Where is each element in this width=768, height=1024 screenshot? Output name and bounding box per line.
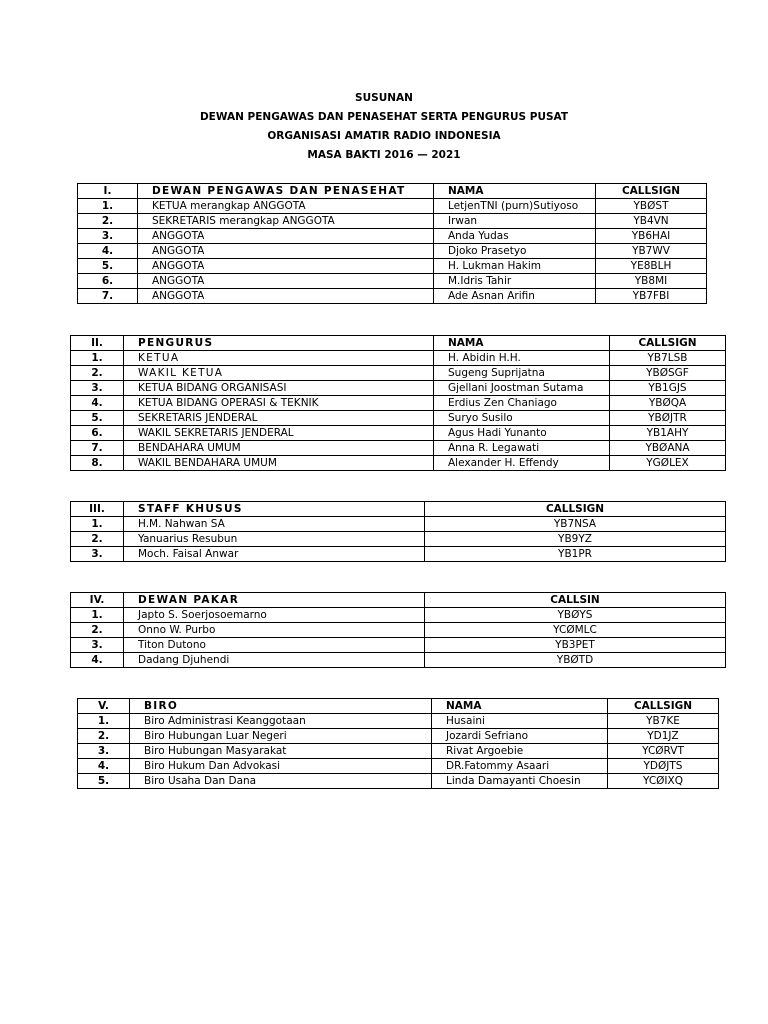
table-row bbox=[71, 653, 726, 668]
row-name: Rivat Argoebie bbox=[432, 744, 608, 759]
table-dewan-pengawas bbox=[77, 183, 707, 304]
section-title: PENGURUS bbox=[124, 336, 434, 351]
table-row bbox=[71, 426, 726, 441]
table-row bbox=[71, 396, 726, 411]
column-header-callsign: CALLSIGN bbox=[610, 336, 726, 351]
table-pengurus bbox=[70, 335, 726, 471]
row-callsign: YBØST bbox=[596, 199, 707, 214]
row-callsign: YB7FBI bbox=[596, 289, 707, 304]
row-callsign: YBØYS bbox=[425, 608, 726, 623]
table-header-row bbox=[71, 593, 726, 608]
row-callsign: YB7LSB bbox=[610, 351, 726, 366]
table-row bbox=[78, 199, 707, 214]
column-header-nama: NAMA bbox=[434, 336, 610, 351]
row-name: Irwan bbox=[434, 214, 596, 229]
row-name: DR.Fatommy Asaari bbox=[432, 759, 608, 774]
row-number: 7. bbox=[78, 289, 138, 304]
table-header-row bbox=[78, 699, 719, 714]
row-number: 6. bbox=[78, 274, 138, 289]
table-dewan-pakar bbox=[70, 592, 726, 668]
row-callsign: YB9YZ bbox=[425, 532, 726, 547]
table-row bbox=[71, 411, 726, 426]
row-number: 2. bbox=[71, 623, 124, 638]
row-name: M.Idris Tahir bbox=[434, 274, 596, 289]
row-role: WAKIL KETUA bbox=[124, 366, 434, 381]
section-number: I. bbox=[78, 184, 138, 199]
row-role: KETUA BIDANG OPERASI & TEKNIK bbox=[124, 396, 434, 411]
row-name: Alexander H. Effendy bbox=[434, 456, 610, 471]
table-row bbox=[71, 366, 726, 381]
row-role: KETUA merangkap ANGGOTA bbox=[138, 199, 434, 214]
table-row bbox=[71, 351, 726, 366]
row-name: LetjenTNI (purn)Sutiyoso bbox=[434, 199, 596, 214]
row-callsign: YB3PET bbox=[425, 638, 726, 653]
row-name: Japto S. Soerjosoemarno bbox=[124, 608, 425, 623]
row-number: 6. bbox=[71, 426, 124, 441]
section-title: DEWAN PENGAWAS DAN PENASEHAT bbox=[138, 184, 434, 199]
row-name: Onno W. Purbo bbox=[124, 623, 425, 638]
row-number: 1. bbox=[71, 351, 124, 366]
table-row bbox=[71, 532, 726, 547]
table-row bbox=[78, 759, 719, 774]
row-name: Dadang Djuhendi bbox=[124, 653, 425, 668]
row-name: H. Lukman Hakim bbox=[434, 259, 596, 274]
row-name: Suryo Susilo bbox=[434, 411, 610, 426]
row-callsign: YB1GJS bbox=[610, 381, 726, 396]
table-row bbox=[78, 229, 707, 244]
row-role: ANGGOTA bbox=[138, 289, 434, 304]
row-callsign: YCØIXQ bbox=[608, 774, 719, 789]
section-title: BIRO bbox=[130, 699, 432, 714]
row-callsign: YBØJTR bbox=[610, 411, 726, 426]
row-number: 4. bbox=[78, 759, 130, 774]
table-header-row bbox=[78, 184, 707, 199]
row-number: 3. bbox=[78, 229, 138, 244]
row-role: ANGGOTA bbox=[138, 259, 434, 274]
column-header-callsign: CALLSIGN bbox=[425, 502, 726, 517]
row-name: Anda Yudas bbox=[434, 229, 596, 244]
row-number: 8. bbox=[71, 456, 124, 471]
row-role: WAKIL SEKRETARIS JENDERAL bbox=[124, 426, 434, 441]
row-role: BENDAHARA UMUM bbox=[124, 441, 434, 456]
row-callsign: YBØQA bbox=[610, 396, 726, 411]
row-role: Biro Hubungan Masyarakat bbox=[130, 744, 432, 759]
table-staff-khusus bbox=[70, 501, 726, 562]
row-number: 2. bbox=[71, 532, 124, 547]
row-number: 1. bbox=[71, 517, 124, 532]
row-callsign: YD1JZ bbox=[608, 729, 719, 744]
column-header-callsign: CALLSIGN bbox=[608, 699, 719, 714]
heading-line-3: ORGANISASI AMATIR RADIO INDONESIA bbox=[267, 130, 501, 142]
heading-line-1: SUSUNAN bbox=[355, 92, 413, 104]
table-row bbox=[71, 517, 726, 532]
row-number: 5. bbox=[78, 259, 138, 274]
table-row bbox=[78, 289, 707, 304]
table-header-row bbox=[71, 336, 726, 351]
table-row bbox=[78, 774, 719, 789]
row-name: Linda Damayanti Choesin bbox=[432, 774, 608, 789]
row-role: SEKRETARIS JENDERAL bbox=[124, 411, 434, 426]
row-name: Erdius Zen Chaniago bbox=[434, 396, 610, 411]
row-name: Husaini bbox=[432, 714, 608, 729]
row-name: Jozardi Sefriano bbox=[432, 729, 608, 744]
row-callsign: YB7WV bbox=[596, 244, 707, 259]
row-role: WAKIL BENDAHARA UMUM bbox=[124, 456, 434, 471]
row-number: 4. bbox=[78, 244, 138, 259]
row-role: ANGGOTA bbox=[138, 274, 434, 289]
table-row bbox=[78, 744, 719, 759]
row-name: Djoko Prasetyo bbox=[434, 244, 596, 259]
table-row bbox=[78, 714, 719, 729]
row-callsign: YB1AHY bbox=[610, 426, 726, 441]
row-callsign: YE8BLH bbox=[596, 259, 707, 274]
row-number: 1. bbox=[78, 714, 130, 729]
row-number: 5. bbox=[71, 411, 124, 426]
row-number: 1. bbox=[78, 199, 138, 214]
table-row bbox=[71, 456, 726, 471]
row-callsign: YBØTD bbox=[425, 653, 726, 668]
row-role: Biro Administrasi Keanggotaan bbox=[130, 714, 432, 729]
section-number: II. bbox=[71, 336, 124, 351]
row-name: Sugeng Suprijatna bbox=[434, 366, 610, 381]
row-number: 2. bbox=[71, 366, 124, 381]
column-header-nama: NAMA bbox=[434, 184, 596, 199]
row-number: 3. bbox=[78, 744, 130, 759]
row-role: Biro Hukum Dan Advokasi bbox=[130, 759, 432, 774]
row-callsign: YB7NSA bbox=[425, 517, 726, 532]
table-row bbox=[71, 608, 726, 623]
section-title: DEWAN PAKAR bbox=[124, 593, 425, 608]
row-callsign: YCØMLC bbox=[425, 623, 726, 638]
row-role: ANGGOTA bbox=[138, 229, 434, 244]
row-callsign: YDØJTS bbox=[608, 759, 719, 774]
table-biro bbox=[77, 698, 719, 789]
table-row bbox=[71, 441, 726, 456]
row-name: Yanuarius Resubun bbox=[124, 532, 425, 547]
section-title: STAFF KHUSUS bbox=[124, 502, 425, 517]
row-name: Agus Hadi Yunanto bbox=[434, 426, 610, 441]
row-number: 1. bbox=[71, 608, 124, 623]
table-row bbox=[78, 214, 707, 229]
column-header-nama: NAMA bbox=[432, 699, 608, 714]
row-number: 3. bbox=[71, 547, 124, 562]
table-row bbox=[78, 729, 719, 744]
row-name: H. Abidin H.H. bbox=[434, 351, 610, 366]
row-role: KETUA BIDANG ORGANISASI bbox=[124, 381, 434, 396]
table-header-row bbox=[71, 502, 726, 517]
row-number: 3. bbox=[71, 381, 124, 396]
heading-line-4: MASA BAKTI 2016 — 2021 bbox=[307, 149, 461, 161]
column-header-callsign: CALLSIGN bbox=[596, 184, 707, 199]
row-name: H.M. Nahwan SA bbox=[124, 517, 425, 532]
row-callsign: YB1PR bbox=[425, 547, 726, 562]
row-number: 2. bbox=[78, 729, 130, 744]
heading-line-2: DEWAN PENGAWAS DAN PENASEHAT SERTA PENGURUS PUSAT bbox=[199, 111, 569, 123]
row-number: 3. bbox=[71, 638, 124, 653]
row-number: 5. bbox=[78, 774, 130, 789]
row-callsign: YGØLEX bbox=[610, 456, 726, 471]
row-number: 2. bbox=[78, 214, 138, 229]
row-callsign: YB4VN bbox=[596, 214, 707, 229]
row-callsign: YB6HAI bbox=[596, 229, 707, 244]
row-name: Titon Dutono bbox=[124, 638, 425, 653]
row-role: SEKRETARIS merangkap ANGGOTA bbox=[138, 214, 434, 229]
row-callsign: YB8MI bbox=[596, 274, 707, 289]
document-heading bbox=[0, 89, 768, 165]
row-callsign: YCØRVT bbox=[608, 744, 719, 759]
section-number: V. bbox=[78, 699, 130, 714]
table-row bbox=[71, 547, 726, 562]
row-name: Gjellani Joostman Sutama bbox=[434, 381, 610, 396]
table-row bbox=[71, 638, 726, 653]
table-row bbox=[71, 623, 726, 638]
row-role: Biro Hubungan Luar Negeri bbox=[130, 729, 432, 744]
row-name: Moch. Faisal Anwar bbox=[124, 547, 425, 562]
row-callsign: YBØSGF bbox=[610, 366, 726, 381]
section-number: IV. bbox=[71, 593, 124, 608]
row-role: KETUA bbox=[124, 351, 434, 366]
table-row bbox=[78, 274, 707, 289]
row-number: 7. bbox=[71, 441, 124, 456]
row-role: Biro Usaha Dan Dana bbox=[130, 774, 432, 789]
row-name: Anna R. Legawati bbox=[434, 441, 610, 456]
row-number: 4. bbox=[71, 396, 124, 411]
table-row bbox=[71, 381, 726, 396]
section-number: III. bbox=[71, 502, 124, 517]
column-header-callsign: CALLSIN bbox=[425, 593, 726, 608]
table-row bbox=[78, 259, 707, 274]
row-callsign: YB7KE bbox=[608, 714, 719, 729]
row-number: 4. bbox=[71, 653, 124, 668]
row-callsign: YBØANA bbox=[610, 441, 726, 456]
table-row bbox=[78, 244, 707, 259]
row-name: Ade Asnan Arifin bbox=[434, 289, 596, 304]
row-role: ANGGOTA bbox=[138, 244, 434, 259]
